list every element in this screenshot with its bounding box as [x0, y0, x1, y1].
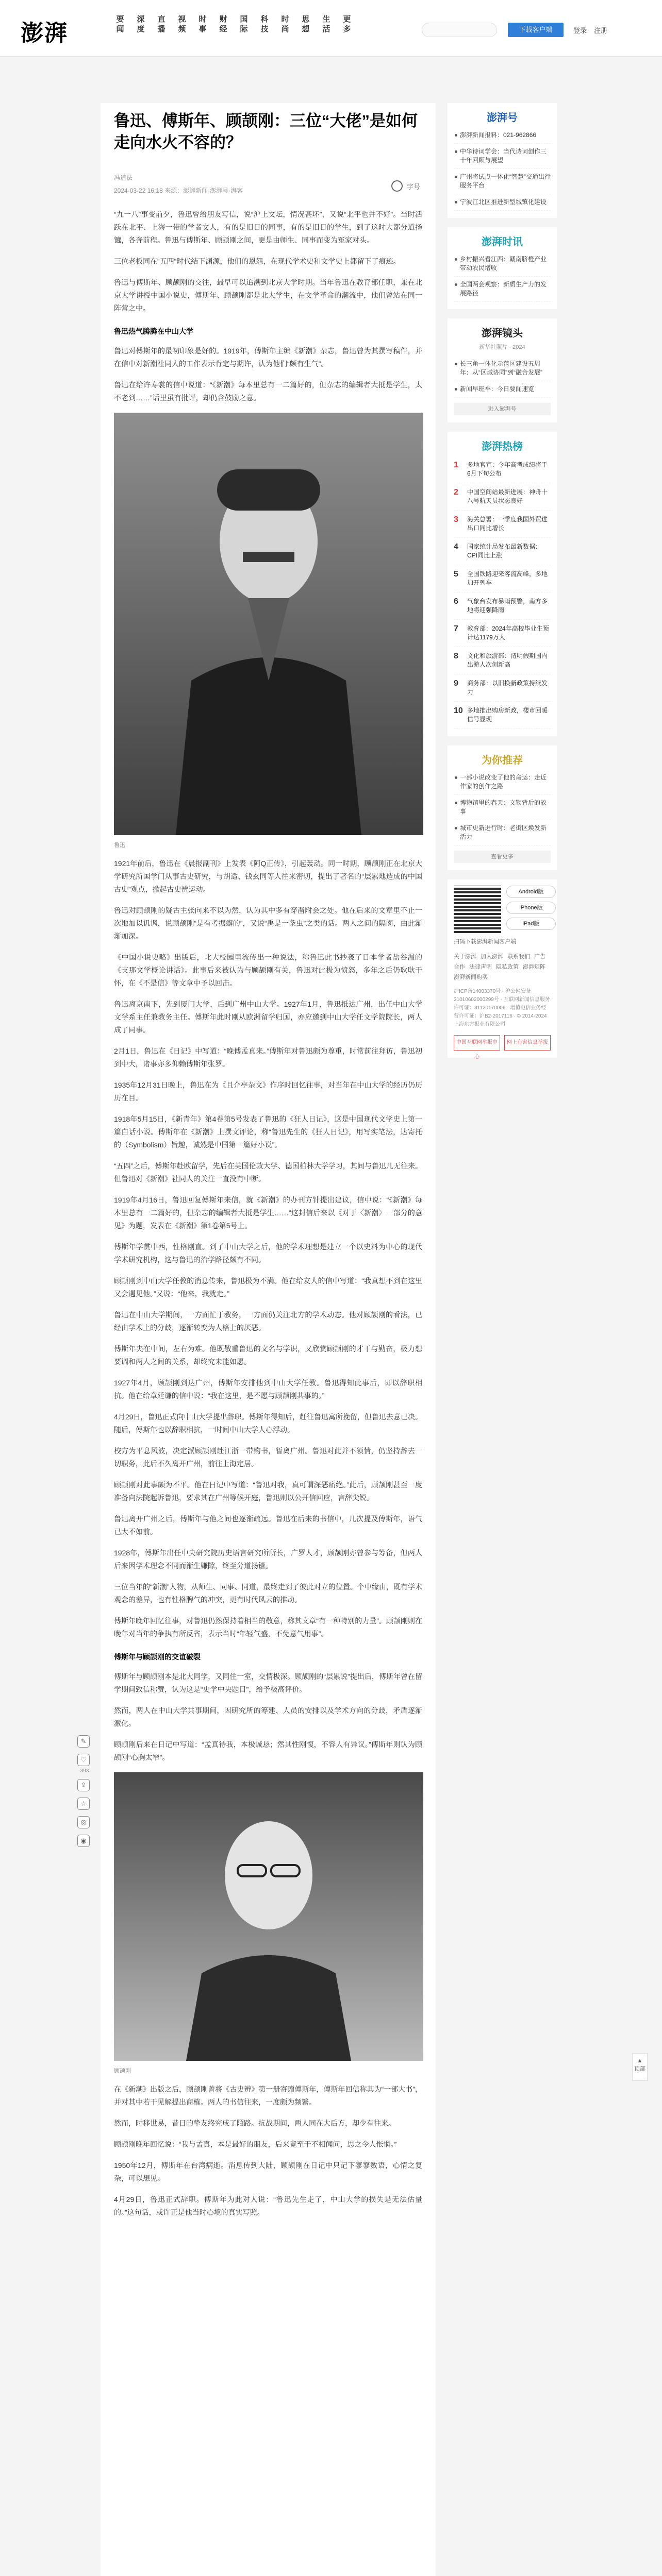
- card-title: 澎湃时讯: [482, 235, 523, 248]
- hot-title[interactable]: 中国空间站最新进展：神舟十八号航天员状态良好: [467, 488, 548, 504]
- hot-rank: 5: [454, 570, 458, 579]
- copyright: 沪ICP备14003370号 · 沪公网安备31010602000299号 · 互联网新闻信息服务许可证：31120170006 · 增值电信业务经营许可证：沪B2-2017116 · © 2014-2024 上海东方报业有限公司: [454, 989, 550, 1027]
- list-item[interactable]: 博物馆里的春天：文物背后的故事: [454, 795, 551, 820]
- hot-rank: 6: [454, 597, 458, 606]
- back-to-top-button[interactable]: ▲ 顶部: [632, 2053, 648, 2081]
- hot-title[interactable]: 多地推出购房新政，楼市回暖信号显现: [467, 707, 548, 723]
- hot-title[interactable]: 文化和旅游部：清明假期国内出游人次创新高: [467, 652, 548, 668]
- paragraph: 然而，时移世易，昔日的挚友终究成了陌路。抗战期间，两人同在大后方，却少有往来。: [114, 2119, 395, 2127]
- register-link[interactable]: 注册: [594, 27, 608, 35]
- hot-list-item[interactable]: [454, 483, 551, 511]
- list-item[interactable]: 长三角一体化示范区建设五周年：从“区域协同”到“融合发展”: [454, 356, 551, 381]
- wechat-icon[interactable]: ◎: [77, 1816, 90, 1828]
- paragraph: 鲁迅与傅斯年、顾颉刚的交往，最早可以追溯到北京大学时期。当年鲁迅在教育部任职，兼在北京大学讲授中国小说史，傅斯年、顾颉刚都是北大学生，在文学革命的潮流中，他们曾站在同一阵营之中。: [114, 278, 422, 312]
- footer-link[interactable]: 澎湃新闻购买: [454, 974, 488, 980]
- weibo-icon[interactable]: ◉: [77, 1835, 90, 1847]
- hot-rank: 3: [454, 515, 458, 524]
- list-item[interactable]: 澎湃新闻报料：021-962866: [454, 127, 551, 144]
- paragraph: 2月1日，鲁迅在《日记》中写道：“晚傅孟真来。”傅斯年对鲁迅颇为尊重，时常前往拜访，鲁迅初到中大，诸事亦多仰赖傅斯年张罗。: [114, 1047, 422, 1068]
- article-body: [101, 103, 436, 2576]
- hot-rank: 7: [454, 624, 458, 633]
- download-app-button[interactable]: 下载客户端: [508, 23, 564, 37]
- paragraph: 1927年4月，顾颉刚到达广州，傅斯年安排他到中山大学任教。鲁迅得知此事后，即以辞职相抗。他在给章廷谦的信中说：“我在这里，是不愿与顾颉刚共事的。”: [114, 1379, 422, 1400]
- sidebar-card-pengpai: [448, 103, 557, 218]
- hot-list-item[interactable]: [454, 538, 551, 565]
- card-title: 为你推荐: [482, 754, 523, 766]
- paragraph: 1928年，傅斯年出任中央研究院历史语言研究所所长，广罗人才，顾颉刚亦曾参与筹备，但两人后来因学术理念不同而渐生嫌隙，终至分道扬镳。: [114, 1549, 422, 1570]
- top-header: [0, 0, 662, 57]
- nav-item[interactable]: 时尚: [281, 15, 289, 33]
- list-item[interactable]: 广州将试点一体化“智慧”交通出行服务平台: [454, 169, 551, 194]
- search-input[interactable]: [427, 26, 489, 33]
- footer-link[interactable]: 法律声明: [469, 964, 492, 970]
- site-logo[interactable]: 澎湃: [21, 20, 68, 46]
- hot-rank: 2: [454, 488, 458, 497]
- paragraph: 1921年前后，鲁迅在《晨报副刊》上发表《阿Q正传》，引起轰动。同一时期，顾颉刚正在北京大学研究所国学门从事古史研究，与胡适、钱玄同等人往来密切，提出了著名的“层累地造成的中国古史”观点，掀起古史辨运动。: [114, 859, 422, 893]
- card-title: 澎湃号: [487, 111, 518, 124]
- main-nav: [113, 14, 354, 34]
- paragraph: 三位当年的“新潮”人物，从师生、同事、同道，最终走到了彼此对立的位置。个中缘由，既有学术观念的差异，也有性格脾气的冲突，更有时代风云的推动。: [114, 1583, 422, 1604]
- paragraph: 顾颉刚对此事颇为不平。他在日记中写道：“鲁迅对我，真可谓深恶痛绝。”此后，顾颉刚甚至一度准备向法院起诉鲁迅，要求其在广州等候开庭，鲁迅则以公开信回应，言辞尖锐。: [114, 1481, 422, 1502]
- sidebar-card-reco: [448, 745, 557, 870]
- hot-title[interactable]: 商务部：以旧换新政策持续发力: [467, 680, 548, 696]
- card-subtitle: 新华社照片 · 2024: [479, 344, 525, 350]
- paragraph: 鲁迅离开广州之后，傅斯年与他之间也逐渐疏远。鲁迅在后来的书信中，几次提及傅斯年，语气已大不如前。: [114, 1515, 422, 1536]
- right-sidebar: [448, 103, 557, 1067]
- gujiegang-portrait-image: [114, 1772, 423, 2061]
- list-item[interactable]: 乡村振兴看江西：赣南脐橙产业带动农民增收: [454, 251, 551, 277]
- list-item[interactable]: 城市更新进行时：老街区焕发新活力: [454, 820, 551, 845]
- article-title: 鲁迅、傅斯年、顾颉刚：三位“大佬”是如何走向水火不容的？: [114, 112, 418, 151]
- hot-list-item[interactable]: [454, 511, 551, 538]
- report-badge[interactable]: 中国互联网举报中心: [454, 1035, 500, 1050]
- footer-link[interactable]: 隐私政策: [496, 964, 519, 970]
- paragraph: 鲁迅离京南下，先到厦门大学，后到广州中山大学。1927年1月，鲁迅抵达广州，出任中山大学文学系主任兼教务主任。傅斯年此时刚从欧洲留学归国，亦应邀到中山大学任文学院院长，两人成了同事。: [114, 1000, 422, 1034]
- hot-title[interactable]: 海关总署：一季度我国外贸进出口同比增长: [467, 516, 548, 532]
- paragraph: 在《新潮》出版之后，顾颉刚曾将《古史辨》第一册寄赠傅斯年，傅斯年回信称其为“一部大书”，并对其中若干见解提出商榷。两人的书信往来，一度颇为频繁。: [114, 2085, 422, 2106]
- hot-rank: 8: [454, 652, 458, 660]
- paragraph: 1935年12月31日晚上，鲁迅在为《且介亭杂文》作序时回忆往事，对当年在中山大学的经历仍历历在目。: [114, 1081, 422, 1102]
- list-item[interactable]: 全国两会观察：新质生产力的发展路径: [454, 277, 551, 302]
- hot-title[interactable]: 多地官宣：今年高考成绩将于6月下旬公布: [467, 461, 548, 477]
- paragraph: “五四”之后，傅斯年赴欧留学，先后在英国伦敦大学、德国柏林大学学习，其间与鲁迅几无往来。但鲁迅对《新潮》社同人的关注一直没有中断。: [114, 1162, 422, 1183]
- nav-item[interactable]: 更多: [343, 15, 351, 33]
- hot-rank: 9: [454, 679, 458, 688]
- luxun-portrait-image: [114, 413, 423, 835]
- paragraph: 1919年4月16日，鲁迅回复傅斯年来信，就《新潮》的办刊方针提出建议，信中说：“《新潮》每本里总有一二篇好的，但杂志的编辑者大抵是学生……”这封信后来以《对于〈新潮〉一部分的意见》为题，发表在《新潮》第1卷第5号上。: [114, 1196, 422, 1230]
- section-heading: 傅斯年与顾颉刚的交谊破裂: [114, 1653, 201, 1661]
- hot-list-item[interactable]: [454, 456, 551, 483]
- nav-item[interactable]: 科技: [260, 15, 269, 33]
- app-download-card: [448, 879, 557, 1058]
- paragraph: 顾颉刚到中山大学任教的消息传来，鲁迅极为不满。他在给友人的信中写道：“我真想不到在这里又会遇见他。”又说：“他来，我就走。”: [114, 1277, 422, 1298]
- sidebar-card-photo: [448, 318, 557, 422]
- more-button[interactable]: 查看更多: [454, 851, 551, 863]
- comment-icon[interactable]: ✎: [77, 1735, 90, 1748]
- paragraph: 傅斯年晚年回忆往事，对鲁迅仍然保持着相当的敬意，称其文章“有一种特别的力量”。顾颉刚则在晚年对当年的争执有所反省，表示当时“年轻气盛，不免意气用事”。: [114, 1617, 422, 1638]
- nav-item[interactable]: 思想: [302, 15, 310, 33]
- photo-caption: 顾颉刚: [114, 2068, 131, 2074]
- paragraph: 鲁迅在中山大学期间，一方面忙于教务，一方面仍关注北方的学术动态。他对顾颉刚的看法，已经由学术上的分歧，逐渐转变为人格上的厌恶。: [114, 1311, 422, 1332]
- hot-rank: 10: [454, 706, 463, 715]
- app-download-button[interactable]: Android版: [506, 886, 556, 898]
- paragraph: 傅斯年与顾颉刚本是北大同学，又同住一室，交情极深。顾颉刚的“层累说”提出后，傅斯年曾在留学期间致信称赞，认为这是“史学中央题目”，给予极高评价。: [114, 1672, 422, 1693]
- login-link[interactable]: 登录: [573, 27, 587, 35]
- card-title: 澎湃镜头: [482, 327, 523, 339]
- share-icon[interactable]: ⇪: [77, 1779, 90, 1791]
- article-date: 2024-03-22 16:18 来源：澎湃新闻·澎湃号·湃客: [114, 187, 243, 194]
- like-icon[interactable]: ♡: [77, 1754, 90, 1766]
- paragraph: 鲁迅在给许寿裳的信中说道：“《新潮》每本里总有一二篇好的，但杂志的编辑者大抵是学生，太不老到……”话里虽有批评，却仍含鼓励之意。: [114, 381, 422, 402]
- paragraph: 顾颉刚后来在日记中写道：“孟真待我，本极诚恳；然其性刚愎，不容人有异议。”傅斯年则认为顾颉刚“心胸太窄”。: [114, 1740, 422, 1761]
- hot-list-item[interactable]: [454, 647, 551, 674]
- footer-link[interactable]: 联系我们: [507, 954, 530, 960]
- hot-title[interactable]: 全国铁路迎来客流高峰，多地加开列车: [467, 570, 548, 586]
- footer-link[interactable]: 澎湃矩阵: [523, 964, 545, 970]
- paragraph: 1918年5月15日，《新青年》第4卷第5号发表了鲁迅的《狂人日记》，这是中国现代文学史上第一篇白话小说。傅斯年在《新潮》上撰文评论，称“鲁迅先生的《狂人日记》，用写实笔法，达寄托的（Symbolism）旨趣，诚然是中国第一篇好小说”。: [114, 1115, 422, 1149]
- hot-list-item[interactable]: [454, 565, 551, 592]
- hot-list-item[interactable]: [454, 702, 551, 729]
- collect-icon[interactable]: ☆: [77, 1798, 90, 1810]
- paragraph: 《中国小说史略》出版后，北大校园里流传出一种说法，称鲁迅此书抄袭了日本学者盐谷温的《支那文学概论讲话》。此事后来被认为与顾颉刚有关，鲁迅对此极为愤怒，多年之后仍耿耿于怀，在《不是信》等文章中予以回击。: [114, 953, 422, 987]
- qr-code-image: [454, 886, 501, 933]
- hot-title[interactable]: 国家统计局发布最新数据：CPI同比上涨: [467, 543, 542, 559]
- paragraph: 然而，两人在中山大学共事期间，因研究所的筹建、人员的安排以及学术方向的分歧，矛盾逐渐激化。: [114, 1706, 422, 1727]
- paragraph: 傅斯年夹在中间，左右为难。他既敬重鲁迅的文名与学识，又欣赏顾颉刚的才干与勤奋，极力想要调和两人之间的关系，却终究未能如愿。: [114, 1345, 422, 1366]
- sidebar-card-hot: [448, 432, 557, 736]
- nav-item[interactable]: 直播: [157, 15, 166, 33]
- more-button[interactable]: 进入澎湃号: [454, 403, 551, 415]
- nav-item[interactable]: 要闻: [116, 15, 124, 33]
- app-download-button[interactable]: iPad版: [506, 918, 556, 930]
- nav-item[interactable]: 时事: [198, 15, 207, 33]
- hot-title[interactable]: 气象台发布暴雨预警，南方多地将迎强降雨: [467, 598, 548, 614]
- nav-item[interactable]: 视频: [178, 15, 186, 33]
- paragraph: 顾颉刚晚年回忆说：“我与孟真，本是最好的朋友，后来竟至于不相闻问，思之令人怅惘。”: [114, 2140, 397, 2148]
- article-meta: [114, 173, 422, 200]
- paragraph: 4月29日，鲁迅正式向中山大学提出辞职。傅斯年得知后，赶往鲁迅寓所挽留，但鲁迅去意已决。随后，傅斯年也以辞职相抗，一时间中山大学人心浮动。: [114, 1413, 422, 1434]
- list-item[interactable]: 中华诗词学会：当代诗词创作三十年回顾与展望: [454, 144, 551, 169]
- paragraph: 三位老板同在“五四”时代结下渊源，他们的恩怨，在现代学术史和文学史上都留下了痕迹。: [114, 257, 401, 265]
- footer-link[interactable]: 广告合作: [454, 954, 545, 970]
- list-item[interactable]: 宁波江北区推进新型城镇化建设: [454, 194, 551, 211]
- article-author[interactable]: 冯道法: [114, 174, 133, 181]
- section-heading: 鲁迅热气腾腾在中山大学: [114, 327, 193, 335]
- hot-rank: 1: [454, 461, 458, 469]
- app-download-button[interactable]: iPhone版: [506, 902, 556, 914]
- paragraph: “九一八”事变前夕，鲁迅曾给朋友写信，说“沪上文坛，情况甚坏”，又说“北平也并不好”。当时活跃在北平、上海一带的学者文人，有的是旧日的同事，有的是旧日的学生，到了这时大都分道扬镳，各奔前程。鲁迅与傅斯年、顾颉刚之间，更是由师生、同事而变为冤家对头。: [114, 210, 422, 244]
- app-label: 扫码下载澎湃新闻客户端: [454, 939, 516, 945]
- card-title: 澎湃热榜: [482, 440, 523, 452]
- list-item[interactable]: 新闻早班车：今日要闻速览: [454, 381, 551, 398]
- nav-item[interactable]: 国际: [240, 15, 248, 33]
- paragraph: 鲁迅对顾颉刚的疑古主张向来不以为然，认为其中多有穿凿附会之处。他在后来的文章里不止一次地加以讥讽，说顾颉刚“是有考据癖的”，又说“禹是一条虫”之类的话。两人之间的隔阂，由此渐渐加深。: [114, 906, 422, 940]
- paragraph: 1950年12月，傅斯年在台湾病逝。消息传到大陆，顾颉刚在日记中只记下寥寥数语，心情之复杂，可以想见。: [114, 2161, 422, 2182]
- hot-rank: 4: [454, 543, 458, 551]
- nav-item[interactable]: 财经: [219, 15, 227, 33]
- hot-title[interactable]: 教育部：2024年高校毕业生预计达1179万人: [467, 625, 549, 641]
- headphone-icon[interactable]: [391, 180, 403, 192]
- hot-list-item[interactable]: [454, 592, 551, 620]
- report-badge[interactable]: 网上有害信息举报: [504, 1035, 551, 1050]
- photo-gujiegang: [114, 1772, 423, 2075]
- list-item[interactable]: 一部小说改变了他的命运：走近作家的创作之路: [454, 770, 551, 795]
- paragraph: 校方为平息风波，决定派顾颉刚赴江浙一带购书，暂离广州。鲁迅对此并不领情，仍坚持辞去一切职务，此后不久离开广州，前往上海定居。: [114, 1447, 422, 1468]
- paragraph: 鲁迅对傅斯年的最初印象是好的。1919年，傅斯年主编《新潮》杂志，鲁迅曾为其撰写稿件，并在信中对新潮社同人的工作表示肯定与期许，认为他们“颇有生气”。: [114, 347, 422, 368]
- hot-list-item[interactable]: [454, 620, 551, 647]
- paragraph: 傅斯年学贯中西，性格刚直。到了中山大学之后，他的学术理想是建立一个以史料为中心的现代学术研究机构，这与鲁迅的治学路径颇有不同。: [114, 1243, 422, 1264]
- footer-link[interactable]: 加入澎湃: [481, 954, 503, 960]
- like-count: 393: [80, 1768, 89, 1774]
- footer-link[interactable]: 关于澎湃: [454, 954, 476, 960]
- arrow-up-icon: ▲: [637, 2058, 643, 2064]
- nav-item[interactable]: 生活: [322, 15, 330, 33]
- photo-luxun: [114, 413, 423, 849]
- hot-list-item[interactable]: [454, 674, 551, 702]
- photo-caption: 鲁迅: [114, 842, 125, 849]
- paragraph: 4月29日，鲁迅正式辞职。傅斯年为此对人说：“鲁迅先生走了，中山大学的损失是无法估量的。”这句话，或许正是他当时心境的真实写照。: [114, 2195, 422, 2216]
- font-size-button[interactable]: 字号: [391, 180, 420, 192]
- nav-item[interactable]: 深度: [137, 15, 145, 33]
- search-box[interactable]: [422, 23, 497, 37]
- share-bar: [77, 1735, 92, 1853]
- sidebar-card-news: [448, 227, 557, 309]
